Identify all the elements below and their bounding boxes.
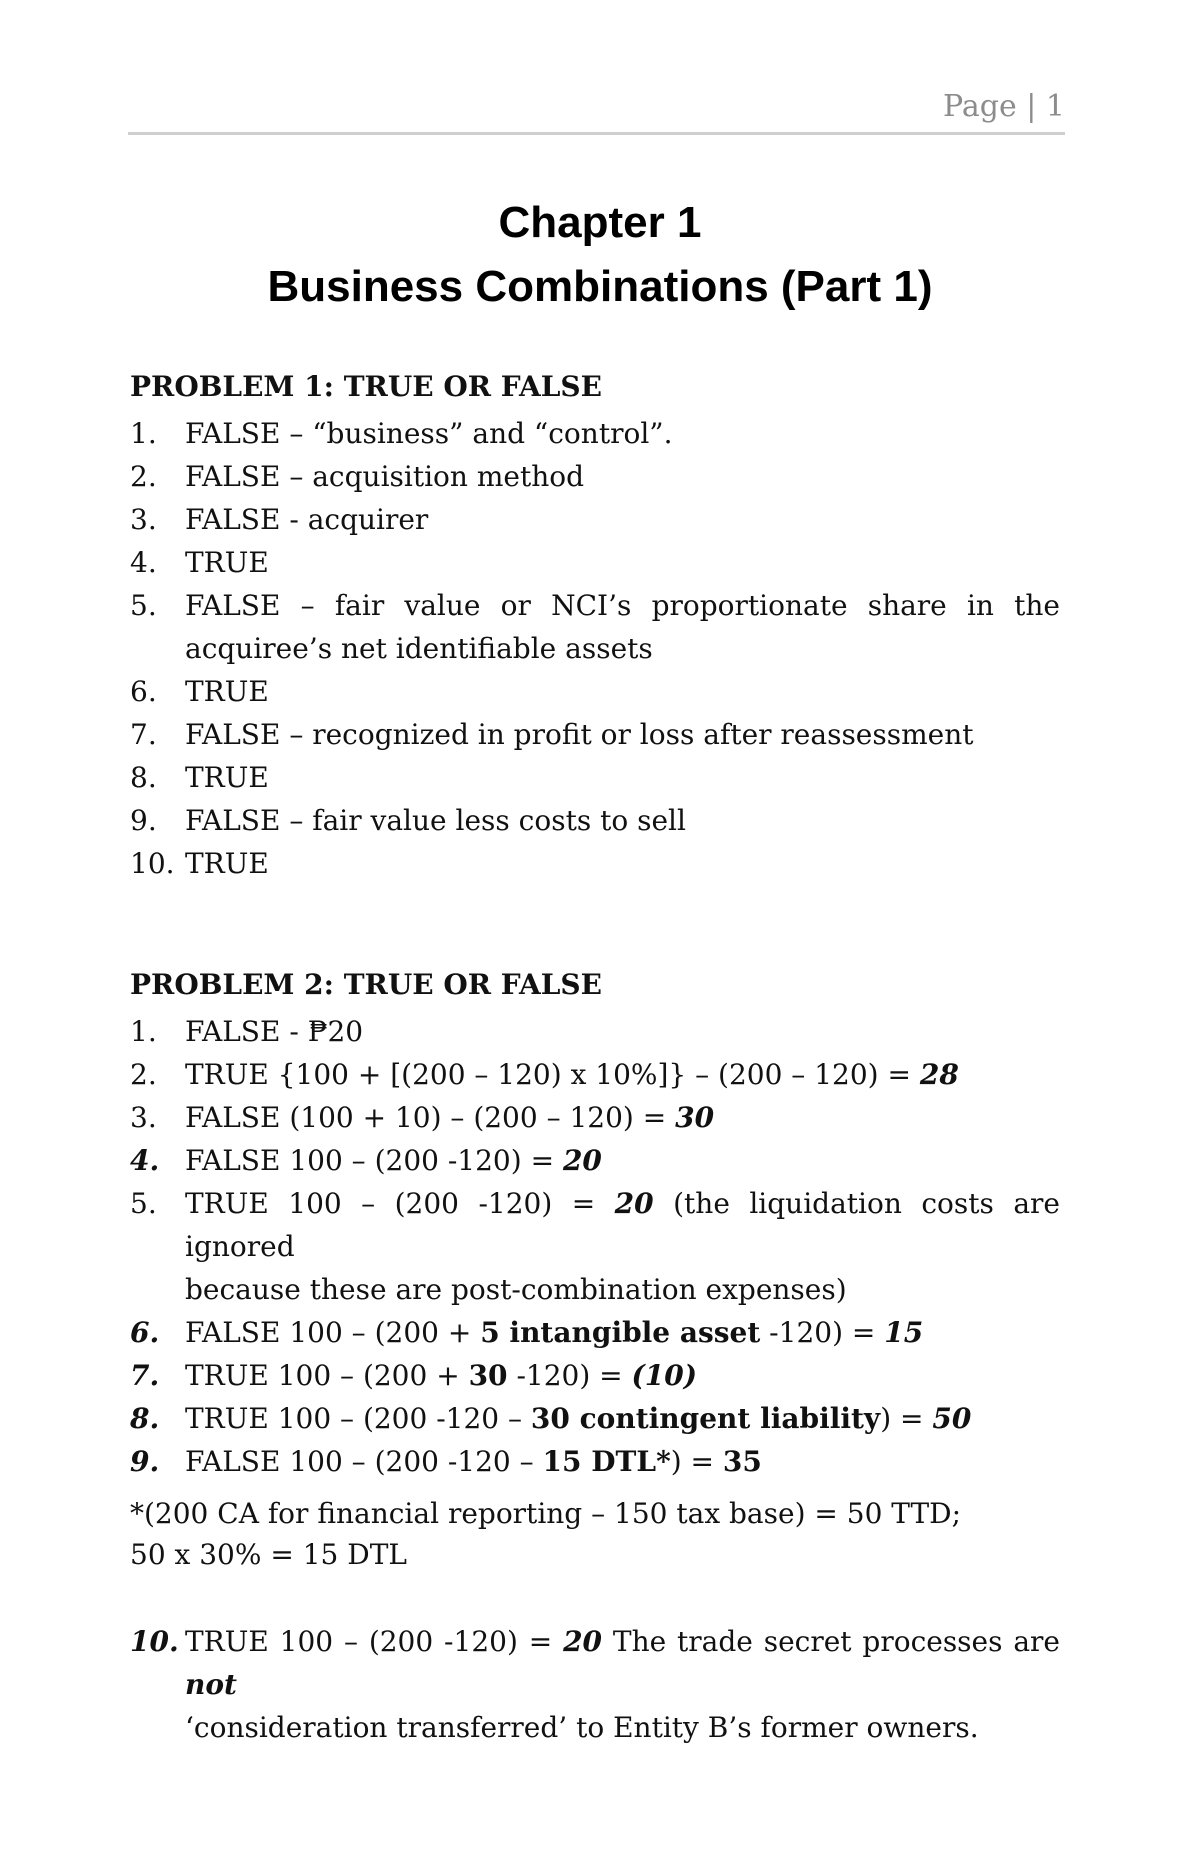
item-result: 20	[614, 1187, 654, 1220]
item-text: -120) =	[507, 1359, 632, 1392]
item-number: 3.	[130, 503, 157, 536]
item-result: 20	[563, 1625, 603, 1658]
item-text: ) =	[880, 1402, 933, 1435]
list-item	[130, 799, 1060, 842]
list-item	[130, 584, 1060, 670]
item-text-continued: acquiree’s net identifiable assets	[185, 632, 653, 665]
item-text: FALSE – fair value less costs to sell	[185, 804, 686, 837]
item-number: 1.	[130, 1015, 157, 1048]
list-item	[130, 412, 1060, 455]
item-number: 2.	[130, 1058, 157, 1091]
item-text: FALSE – recognized in profit or loss after reassessment	[185, 718, 974, 751]
item-number: 6.	[130, 1316, 160, 1349]
item-text: The trade secret processes are	[602, 1625, 1061, 1658]
problem1-list	[130, 412, 1060, 885]
item-text: FALSE – acquisition method	[185, 460, 585, 493]
problem2-list	[130, 1010, 1060, 1483]
list-item	[130, 1139, 1060, 1182]
problem1-heading: PROBLEM 1: TRUE OR FALSE	[130, 370, 602, 403]
problem2-item10	[130, 1620, 1060, 1749]
list-item	[130, 1620, 1060, 1749]
item-text: FALSE 100 – (200 -120) =	[185, 1144, 563, 1177]
item-emphasis: 15 DTL*	[542, 1445, 671, 1478]
item-emphasis: 30 contingent liability	[530, 1402, 881, 1435]
list-item	[130, 1397, 1060, 1440]
list-item	[130, 1010, 1060, 1053]
footnote-line: 50 x 30% = 15 DTL	[130, 1538, 407, 1571]
list-item	[130, 541, 1060, 584]
item-result: 15	[884, 1316, 924, 1349]
list-item	[130, 1440, 1060, 1483]
list-item	[130, 756, 1060, 799]
item-result: (10)	[631, 1359, 698, 1392]
item-text: TRUE 100 – (200 +	[185, 1359, 469, 1392]
item-text: TRUE {100 + [(200 – 120) x 10%]} – (200 – 120) =	[185, 1058, 920, 1091]
list-item	[130, 1311, 1060, 1354]
item-note: (the liquidation costs are ignored	[185, 1187, 1060, 1263]
item-emphasis: 5 intangible asset	[480, 1316, 761, 1349]
list-item	[130, 713, 1060, 756]
item-number: 8.	[130, 1402, 160, 1435]
footnote	[130, 1493, 961, 1575]
list-item	[130, 670, 1060, 713]
item-number: 5.	[130, 589, 157, 622]
item-number: 6.	[130, 675, 157, 708]
item-text: TRUE 100 – (200 -120) =	[185, 1625, 564, 1658]
item-text: TRUE	[185, 847, 269, 880]
item-number: 1.	[130, 417, 157, 450]
item-text: FALSE – “business” and “control”.	[185, 417, 673, 450]
item-number: 4.	[130, 1144, 160, 1177]
item-text: FALSE (100 + 10) – (200 – 120) =	[185, 1101, 676, 1134]
item-text: TRUE 100 – (200 -120) =	[185, 1187, 615, 1220]
list-item	[130, 455, 1060, 498]
footnote-line: *(200 CA for financial reporting – 150 tax base) = 50 TTD;	[130, 1497, 962, 1530]
list-item	[130, 1182, 1060, 1311]
item-number: 10.	[130, 847, 175, 880]
item-text: ) =	[670, 1445, 723, 1478]
item-emphasis: 30	[468, 1359, 508, 1392]
list-item	[130, 1354, 1060, 1397]
item-number: 7.	[130, 1359, 160, 1392]
chapter-title: Chapter 1	[498, 198, 702, 247]
item-number: 10.	[130, 1625, 179, 1658]
item-number: 3.	[130, 1101, 157, 1134]
page-number: Page | 1	[943, 89, 1065, 124]
list-item	[130, 842, 1060, 885]
item-number: 5.	[130, 1187, 157, 1220]
item-text: FALSE - acquirer	[185, 503, 429, 536]
header-rule	[128, 132, 1065, 135]
item-number: 2.	[130, 460, 157, 493]
item-text: TRUE	[185, 675, 269, 708]
item-result: 50	[932, 1402, 972, 1435]
item-number: 9.	[130, 804, 157, 837]
item-text-continued: because these are post-combination expenses)	[185, 1273, 847, 1306]
item-text: TRUE	[185, 761, 269, 794]
item-result: 35	[722, 1445, 762, 1478]
item-text: -120) =	[760, 1316, 885, 1349]
problem2-heading: PROBLEM 2: TRUE OR FALSE	[130, 968, 602, 1001]
item-result: 20	[562, 1144, 602, 1177]
chapter-subtitle: Business Combinations (Part 1)	[267, 262, 933, 311]
list-item	[130, 498, 1060, 541]
list-item	[130, 1096, 1060, 1139]
item-number: 9.	[130, 1445, 160, 1478]
item-text: FALSE – fair value or NCI’s proportionate share in the	[185, 589, 1060, 622]
item-text: TRUE	[185, 546, 269, 579]
item-result: 28	[919, 1058, 959, 1091]
item-text: FALSE 100 – (200 +	[185, 1316, 481, 1349]
item-text: FALSE 100 – (200 -120 –	[185, 1445, 543, 1478]
item-number: 7.	[130, 718, 157, 751]
item-text: FALSE - ₱20	[185, 1015, 364, 1048]
item-text-continued: ‘consideration transferred’ to Entity B’s former owners.	[185, 1711, 979, 1744]
item-emphasis: not	[185, 1668, 237, 1701]
list-item	[130, 1053, 1060, 1096]
item-text: TRUE 100 – (200 -120 –	[185, 1402, 531, 1435]
item-result: 30	[675, 1101, 715, 1134]
item-number: 8.	[130, 761, 157, 794]
item-number: 4.	[130, 546, 157, 579]
